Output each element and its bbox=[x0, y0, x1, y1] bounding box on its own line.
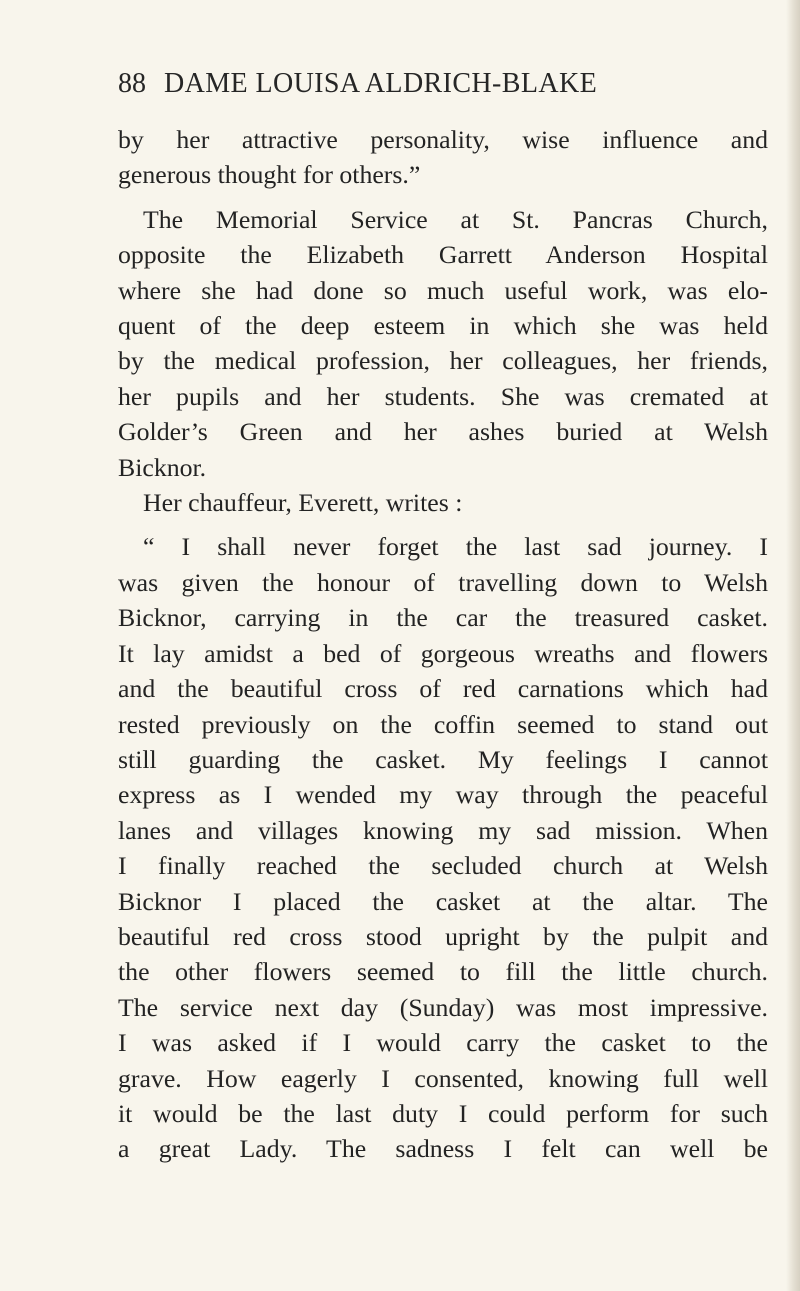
text-line: still guarding the casket. My feelings I cannot bbox=[118, 744, 768, 774]
quoted-paragraph bbox=[118, 529, 768, 1166]
text-line: was given the honour of travelling down to Welsh bbox=[118, 567, 768, 597]
text-line: quent of the deep esteem in which she was held bbox=[118, 311, 768, 341]
text-line: a great Lady. The sadness I felt can well be bbox=[118, 1134, 768, 1164]
text-line: rested previously on the coffin seemed to stand out bbox=[118, 709, 768, 739]
text-line: by her attractive personality, wise influence and bbox=[118, 125, 768, 154]
text-line: Golder’s Green and her ashes buried at Welsh bbox=[118, 417, 768, 447]
text-line: express as I wended my way through the peaceful bbox=[118, 780, 768, 810]
text-line: Her chauffeur, Everett, writes : bbox=[143, 488, 463, 518]
text-line: opposite the Elizabeth Garrett Anderson Hospital bbox=[118, 240, 768, 270]
text-line: where she had done so much useful work, was elo- bbox=[118, 275, 768, 305]
text-line: and the beautiful cross of red carnations which had bbox=[118, 674, 768, 704]
text-line: It lay amidst a bed of gorgeous wreaths and flowers bbox=[118, 638, 768, 668]
text-line: Bicknor. bbox=[118, 452, 207, 482]
paragraph bbox=[118, 122, 768, 193]
paragraph bbox=[118, 202, 768, 485]
text-line: I was asked if I would carry the casket to the bbox=[118, 1028, 768, 1058]
text-line: it would be the last duty I could perform for such bbox=[118, 1098, 768, 1128]
text-line: generous thought for others.” bbox=[118, 160, 421, 190]
paragraph-gap bbox=[118, 520, 768, 529]
text-line: her pupils and her students. She was cremated at bbox=[118, 381, 768, 411]
text-line: The Memorial Service at St. Pancras Church, bbox=[143, 204, 768, 234]
text-line: “ I shall never forget the last sad journey. I bbox=[143, 532, 768, 562]
text-line: Bicknor, carrying in the car the treasured casket. bbox=[118, 603, 768, 633]
page-header bbox=[118, 68, 698, 108]
paragraph bbox=[118, 485, 768, 520]
text-line: grave. How eagerly I consented, knowing full well bbox=[118, 1063, 768, 1093]
text-line: I finally reached the secluded church at Welsh bbox=[118, 851, 768, 881]
body-text bbox=[118, 122, 768, 1167]
text-line: beautiful red cross stood upright by the pulpit and bbox=[118, 921, 768, 951]
text-line: the other flowers seemed to fill the little church. bbox=[118, 957, 768, 987]
running-head: DAME LOUISA ALDRICH-BLAKE bbox=[164, 68, 598, 99]
text-line: Bicknor I placed the casket at the altar. The bbox=[118, 886, 768, 916]
page-number: 88 bbox=[118, 68, 146, 99]
page-edge-shadow bbox=[786, 0, 800, 1291]
text-line: by the medical profession, her colleagues, her friends, bbox=[118, 346, 768, 376]
paragraph-gap bbox=[118, 193, 768, 202]
text-line: lanes and villages knowing my sad mission. When bbox=[118, 815, 768, 845]
text-line: The service next day (Sunday) was most impressive. bbox=[118, 992, 768, 1022]
